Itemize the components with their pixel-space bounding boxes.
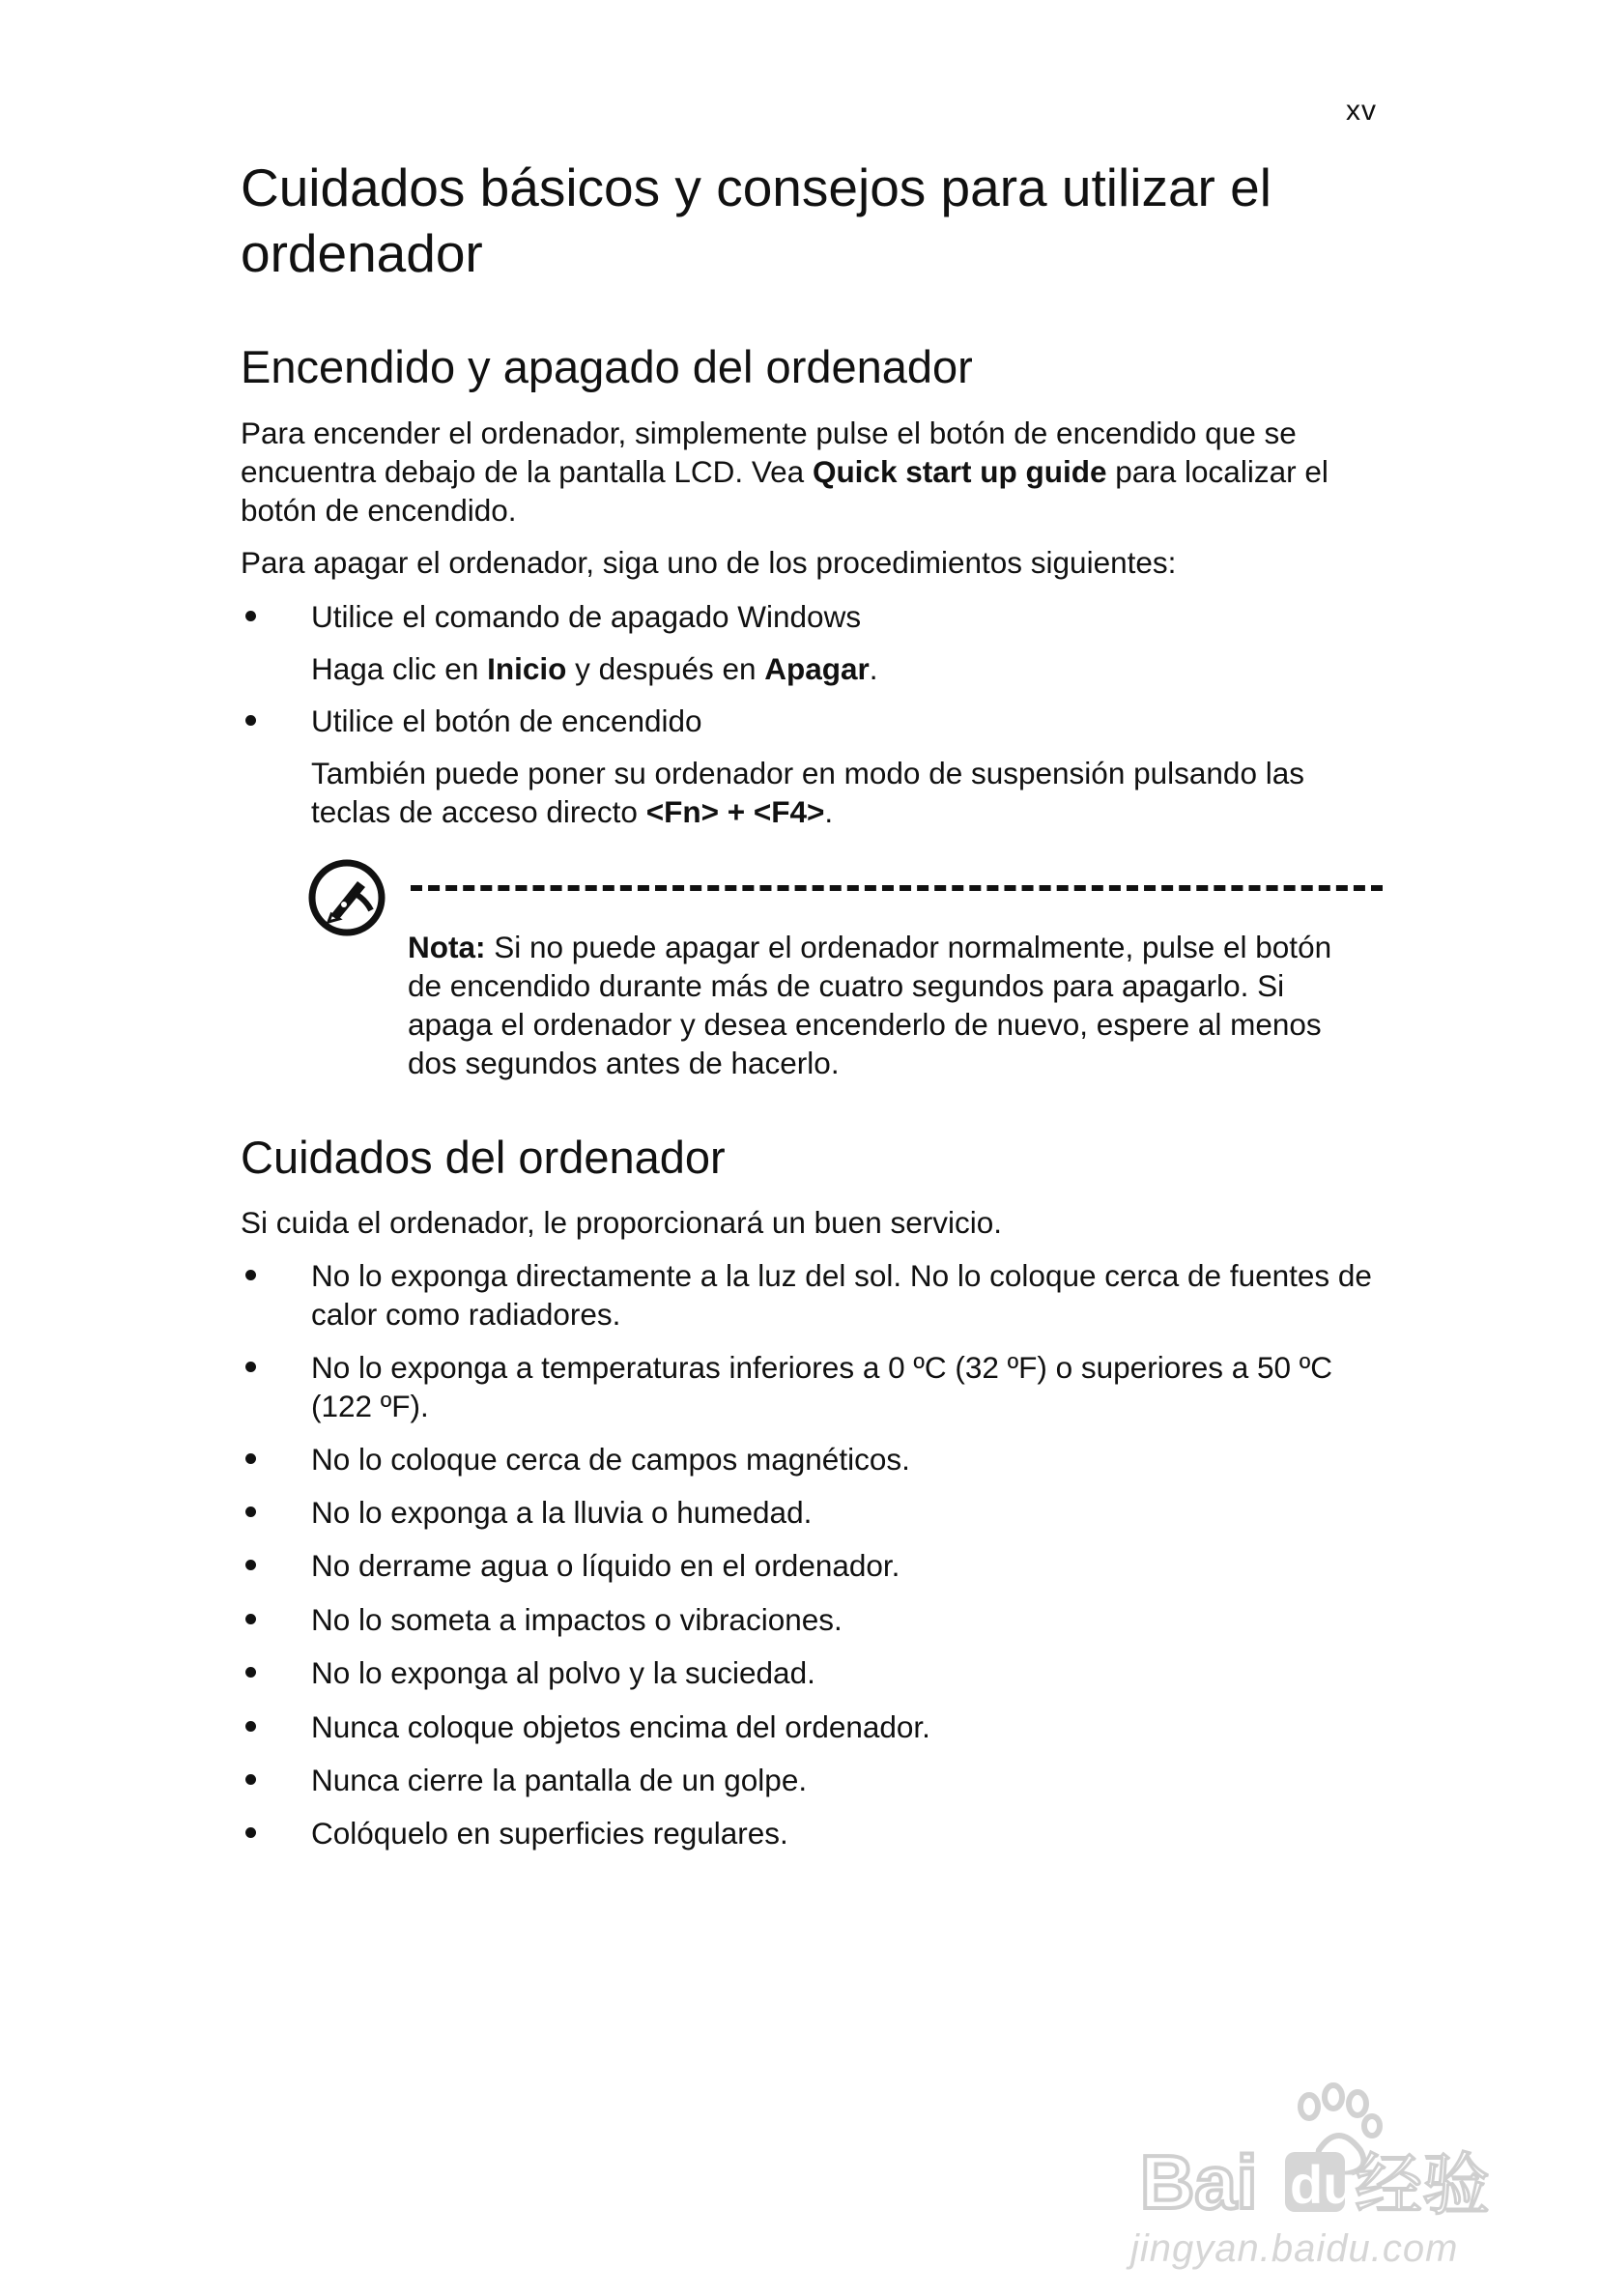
bullet-icon: [245, 1827, 256, 1838]
list-item-text: No derrame agua o líquido en el ordenador.: [311, 1548, 900, 1583]
list-item-text: Nunca cierre la pantalla de un golpe.: [311, 1763, 808, 1797]
detail-text: También puede poner su ordenador en modo de suspensión pulsando las teclas de acceso directo: [311, 756, 1304, 829]
list-item-detail: [311, 649, 1384, 688]
list-item-text: Nunca coloque objetos encima del ordenador.: [311, 1709, 930, 1744]
page-title: Cuidados básicos y consejos para utilizar el ordenador: [241, 158, 1271, 283]
baidu-paw-logo-icon: [1140, 2082, 1507, 2227]
note-label: Nota:: [408, 930, 486, 964]
svg-text:du: du: [1290, 2154, 1357, 2215]
list-item-text: Colóquelo en superficies regulares.: [311, 1816, 788, 1851]
bullet-icon: [245, 1560, 256, 1570]
power-off-lead: Para apagar el ordenador, siga uno de los procedimientos siguientes:: [241, 545, 1177, 580]
hotkey-label: <Fn> + <F4>: [645, 794, 825, 829]
bullet-icon: [245, 1270, 256, 1280]
section-heading-care: Cuidados del ordenador: [241, 1132, 726, 1183]
bullet-icon: [245, 715, 256, 726]
list-item-text: No lo exponga al polvo y la suciedad.: [311, 1655, 815, 1690]
power-on-paragraph: [241, 414, 1381, 530]
bullet-icon: [245, 611, 256, 621]
list-item-text: Utilice el botón de encendido: [311, 703, 702, 738]
bullet-icon: [245, 1362, 256, 1372]
detail-text: y después en: [566, 651, 765, 686]
note-body: Si no puede apagar el ordenador normalmente, pulse el botón de encendido durante más de cuatro segundos para apagarlo. Si apaga el ordenador y desea encenderlo de nuevo, espere al menos dos segundos antes de hacerlo.: [408, 930, 1332, 1080]
care-intro: Si cuida el ordenador, le proporcionará un buen servicio.: [241, 1205, 1002, 1240]
list-item-text: No lo coloque cerca de campos magnéticos.: [311, 1442, 910, 1477]
list-item-text: No lo someta a impactos o vibraciones.: [311, 1602, 843, 1637]
power-on-text-start: Para encender el ordenador, simplemente pulse el botón de encendido que se encuentra debajo de la pantalla LCD. Vea: [241, 416, 1297, 489]
page-number: xv: [1346, 95, 1377, 127]
list-item-text: Utilice el comando de apagado Windows: [311, 599, 862, 634]
bullet-icon: [245, 1453, 256, 1464]
bullet-icon: [245, 1667, 256, 1678]
list-item-text: No lo exponga a la lluvia o humedad.: [311, 1495, 813, 1530]
bullet-icon: [245, 1721, 256, 1732]
list-item-detail: [311, 754, 1384, 831]
power-on-text-end: para localizar el botón de encendido.: [241, 454, 1329, 528]
note-pen-icon: [307, 858, 386, 937]
quick-start-guide-ref: Quick start up guide: [812, 454, 1107, 489]
svg-text:经验: 经验: [1355, 2145, 1490, 2224]
detail-text: .: [824, 794, 834, 829]
bullet-icon: [245, 1614, 256, 1624]
note-paragraph: [408, 928, 1335, 1082]
apagar-label: Apagar: [764, 651, 870, 686]
bullet-icon: [245, 1507, 256, 1517]
baidu-watermark: [1121, 2034, 1507, 2285]
watermark-url: jingyan.baidu.com: [1130, 2227, 1459, 2270]
note-divider: [411, 885, 1383, 891]
list-item-text: No lo exponga a temperaturas inferiores a 0 ºC (32 ºF) o superiores a 50 ºC (122 ºF).: [311, 1350, 1333, 1423]
bullet-icon: [245, 1774, 256, 1785]
detail-text: Haga clic en: [311, 651, 488, 686]
list-item-text: No lo exponga directamente a la luz del sol. No lo coloque cerca de fuentes de calor como radiadores.: [311, 1258, 1372, 1332]
baidu-wordmark: Bai: [1140, 2139, 1258, 2224]
detail-text: .: [869, 651, 878, 686]
section-heading-power: Encendido y apagado del ordenador: [241, 341, 973, 392]
inicio-label: Inicio: [487, 651, 567, 686]
